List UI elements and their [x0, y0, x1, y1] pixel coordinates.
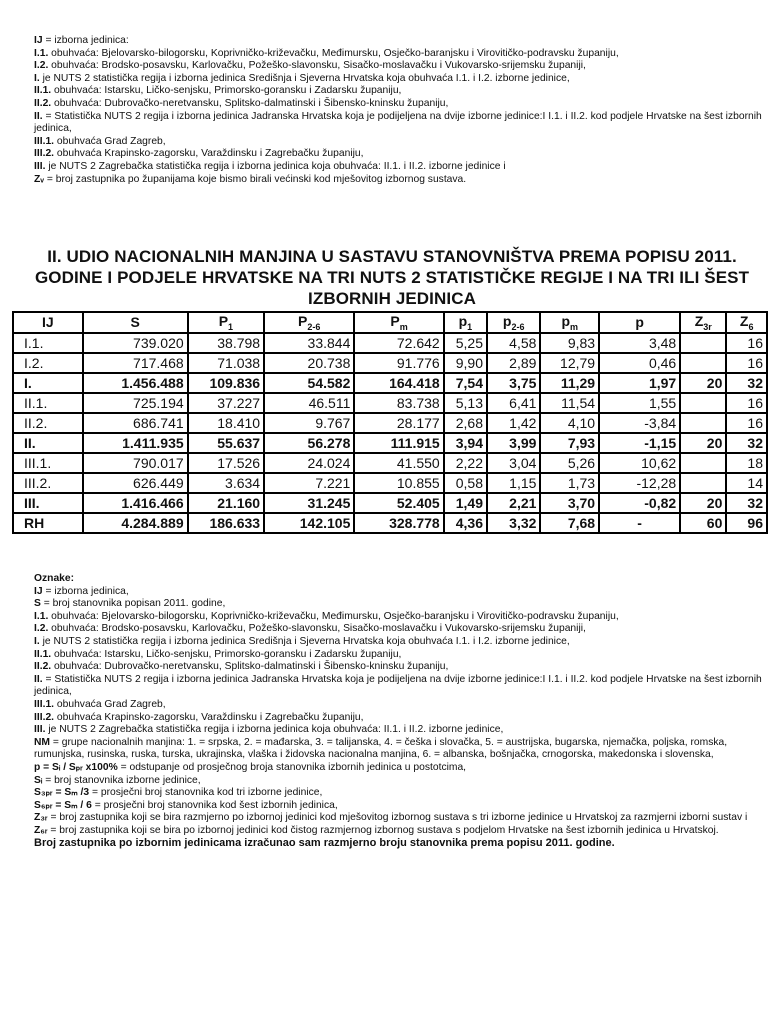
top-legend — [34, 35, 762, 186]
population-table — [12, 311, 768, 534]
table-row — [13, 433, 767, 453]
table-cell: 142.105 — [264, 513, 354, 533]
table-cell: 164.418 — [354, 373, 443, 393]
table-cell: 1,42 — [487, 413, 540, 433]
legend-line — [34, 598, 762, 611]
legend-line — [34, 712, 762, 725]
table-cell: 3,75 — [487, 373, 540, 393]
legend-text: je NUTS 2 Zagrebačka statistička regija i izborna jedinica koja obuhvaća: II.1. i II.2. izborne jedinice, — [45, 724, 504, 736]
table-cell: 56.278 — [264, 433, 354, 453]
table-cell: 96 — [726, 513, 767, 533]
legend-key: S₃ₚᵣ = Sₘ /3 — [34, 787, 90, 799]
table-cell: 46.511 — [264, 393, 354, 413]
table-cell: 4,58 — [487, 333, 540, 353]
header-p2-6-small: $p_{2-6}$ — [487, 312, 540, 333]
table-cell — [680, 353, 726, 373]
legend-text: = broj zastupnika koji se bira po izbornoj jedinici kod čistog razmjernog izbornog sustava s podjelom Hrvatske na šest izbornih jedinica u Hrvatskoj. — [47, 824, 719, 836]
table-cell: 2,21 — [487, 493, 540, 513]
legend-key: II. — [34, 110, 43, 122]
legend-key: I.1. — [34, 47, 49, 59]
table-cell: 717.468 — [83, 353, 188, 373]
table-row — [13, 513, 767, 533]
table-cell: III. — [13, 493, 83, 513]
table-cell: 0,58 — [444, 473, 487, 493]
legend-text: = broj zastupnika po županijama koje bismo birali većinski kod mješovitog izbornog sustava. — [44, 173, 467, 185]
legend-text: obuhvaća: Bjelovarsko-bilogorsku, Koprivničko-križevačku, Međimursku, Osječko-baranjsku i Virovitičko-podravsku županiju, — [48, 610, 619, 622]
table-cell: 1,15 — [487, 473, 540, 493]
table-cell: 32 — [726, 373, 767, 393]
legend-key: S₆ₚᵣ = Sₘ / 6 — [34, 799, 92, 811]
legend-text: obuhvaća Grad Zagreb, — [54, 135, 166, 147]
legend-key: Sᵢ — [34, 774, 43, 786]
table-cell: II.2. — [13, 413, 83, 433]
legend-line — [34, 737, 762, 762]
table-cell: -12,28 — [599, 473, 680, 493]
table-cell: 38.798 — [188, 333, 264, 353]
table-cell: 24.024 — [264, 453, 354, 473]
table-row — [13, 333, 767, 353]
table-cell: -3,84 — [599, 413, 680, 433]
legend-key: IJ — [34, 585, 43, 597]
legend-text: = broj stanovnika izborne jedinice, — [42, 774, 201, 786]
table-cell — [680, 393, 726, 413]
table-cell: 7.221 — [264, 473, 354, 493]
header-z3r: $Z_{3r}$ — [680, 312, 726, 333]
table-cell: 16 — [726, 393, 767, 413]
table-cell: 17.526 — [188, 453, 264, 473]
header-ij: IJ — [13, 312, 83, 333]
table-cell: 7,68 — [540, 513, 599, 533]
legend-text: obuhvaća: Bjelovarsko-bilogorsku, Koprivničko-križevačku, Međimursku, Osječko-baranjsku i Virovitičko-podravsku županiju, — [48, 47, 619, 59]
legend-text: obuhvaća Grad Zagreb, — [54, 698, 166, 710]
table-row — [13, 353, 767, 373]
table-cell: 3.634 — [188, 473, 264, 493]
table-cell: 10,62 — [599, 453, 680, 473]
table-header-row — [13, 312, 767, 333]
table-cell: 9,90 — [444, 353, 487, 373]
table-cell: 60 — [680, 513, 726, 533]
table-cell: 33.844 — [264, 333, 354, 353]
legend-line — [34, 787, 762, 800]
legend-key: III. — [34, 724, 46, 736]
table-cell: 11,29 — [540, 373, 599, 393]
table-cell: 52.405 — [354, 493, 443, 513]
header-pm: $P_m$ — [354, 312, 443, 333]
legend-line — [34, 636, 762, 649]
table-row — [13, 493, 767, 513]
legend-line — [34, 674, 762, 699]
legend-key: III. — [34, 160, 46, 172]
table-title: II. UDIO NACIONALNIH MANJINA U SASTAVU STANOVNIŠTVA PREMA POPISU 2011. GODINE I PODJELE HRVATSKE NA TRI NUTS 2 STATISTIČKE REGIJE I NA TRI ILI ŠEST IZBORNIH JEDINICA — [34, 247, 750, 308]
legend-line — [34, 800, 762, 813]
legend-key: Z₃ᵣ — [34, 812, 48, 824]
header-p1: $P_1$ — [188, 312, 264, 333]
table-cell: III.1. — [13, 453, 83, 473]
legend-line — [34, 73, 762, 86]
table-cell: 7,54 — [444, 373, 487, 393]
legend-text: = izborna jedinica, — [42, 585, 129, 597]
table-cell: 16 — [726, 333, 767, 353]
legend-text: obuhvaća: Brodsko-posavsku, Karlovačku, Požeško-slavonsku, Sisačko-moslavačku i Vukovarsko-srijemsku županiji, — [48, 623, 586, 635]
legend-line — [34, 85, 762, 98]
legend-line — [34, 60, 762, 73]
table-cell: 626.449 — [83, 473, 188, 493]
table-cell: 4.284.889 — [83, 513, 188, 533]
table-cell: 5,25 — [444, 333, 487, 353]
legend-text: = Statistička NUTS 2 regija i izborna jedinica Jadranska Hrvatska koja je podijeljena na dvije izborne jedinice:I I.1. i II.2. kod podjele Hrvatske na šest izbornih jedinica, — [34, 110, 762, 135]
legend-key: Z₆ᵣ — [34, 824, 48, 836]
table-row — [13, 453, 767, 473]
table-row — [13, 393, 767, 413]
table-cell: 20 — [680, 433, 726, 453]
legend-line — [34, 98, 762, 111]
legend-text: = odstupanje od prosječnog broja stanovnika izbornih jedinica u postotcima, — [117, 761, 467, 773]
legend-key: II.1. — [34, 85, 52, 97]
table-cell: 32 — [726, 433, 767, 453]
legend-key: II.2. — [34, 97, 52, 109]
legend-text: = prosječni broj stanovnika kod šest izbornih jedinica, — [91, 799, 338, 811]
table-cell: 3,99 — [487, 433, 540, 453]
table-cell: 0,46 — [599, 353, 680, 373]
table-cell: 1,55 — [599, 393, 680, 413]
legend-line — [34, 174, 762, 187]
table-cell: 14 — [726, 473, 767, 493]
table-cell: 20 — [680, 373, 726, 393]
legend-key: II. — [34, 673, 43, 685]
legend-line — [34, 161, 762, 174]
legend-line — [34, 649, 762, 662]
table-cell: 3,32 — [487, 513, 540, 533]
table-cell: 328.778 — [354, 513, 443, 533]
table-cell: 21.160 — [188, 493, 264, 513]
table-cell: 1,49 — [444, 493, 487, 513]
legend-line — [34, 762, 762, 775]
legend-key: I.2. — [34, 623, 49, 635]
table-row — [13, 473, 767, 493]
legend-line — [34, 724, 762, 737]
legend-key: III.2. — [34, 148, 55, 160]
table-cell: 1.411.935 — [83, 433, 188, 453]
header-p: p — [599, 312, 680, 333]
table-cell: 1.416.466 — [83, 493, 188, 513]
legend-line — [34, 111, 762, 136]
table-cell: 37.227 — [188, 393, 264, 413]
table-cell: 5,26 — [540, 453, 599, 473]
table-cell: I. — [13, 373, 83, 393]
table-cell — [680, 413, 726, 433]
table-cell: 109.836 — [188, 373, 264, 393]
table-cell: 739.020 — [83, 333, 188, 353]
legend-line — [34, 611, 762, 624]
table-cell: -0,82 — [599, 493, 680, 513]
legend-key: III.1. — [34, 698, 55, 710]
legend-text: je NUTS 2 Zagrebačka statistička regija i izborna jedinica koja obuhvaća: II.1. i II.2. izborne jedinice i — [45, 160, 506, 172]
table-cell: 11,54 — [540, 393, 599, 413]
legend-key: I. — [34, 635, 40, 647]
table-cell: RH — [13, 513, 83, 533]
legend-line — [34, 775, 762, 788]
legend-text: obuhvaća Krapinsko-zagorsku, Varaždinsku i Zagrebačku županiju, — [54, 148, 364, 160]
legend-key: NM — [34, 736, 51, 748]
table-cell: 12,79 — [540, 353, 599, 373]
legend-text: = prosječni broj stanovnika kod tri izborne jedinice, — [89, 787, 323, 799]
legend-line — [34, 48, 762, 61]
table-cell: 2,68 — [444, 413, 487, 433]
table-cell: 55.637 — [188, 433, 264, 453]
table-cell: 1.456.488 — [83, 373, 188, 393]
table-cell — [680, 453, 726, 473]
table-cell: 790.017 — [83, 453, 188, 473]
table-cell: 186.633 — [188, 513, 264, 533]
table-cell: 83.738 — [354, 393, 443, 413]
header-pm-small: $p_m$ — [540, 312, 599, 333]
table-cell: 9,83 — [540, 333, 599, 353]
table-cell: 16 — [726, 413, 767, 433]
legend-key: I. — [34, 72, 40, 84]
table-cell: 3,70 — [540, 493, 599, 513]
table-cell: 9.767 — [264, 413, 354, 433]
table-cell: 41.550 — [354, 453, 443, 473]
legend-key: I.1. — [34, 610, 49, 622]
legend-text: je NUTS 2 statistička regija i izborna jedinica Središnja i Sjeverna Hrvatska koja obuhvaća I.1. i I.2. izborne jedinice, — [39, 635, 570, 647]
legend-text: = Statistička NUTS 2 regija i izborna jedinica Jadranska Hrvatska koja je podijeljena na dvije izborne jedinice:I I.1. i II.2. kod podjele Hrvatske na šest izbornih jedinica, — [34, 673, 762, 698]
legend-line — [34, 136, 762, 149]
table-cell: 10.855 — [354, 473, 443, 493]
header-p1-small: $p_1$ — [444, 312, 487, 333]
table-cell: 686.741 — [83, 413, 188, 433]
table-cell: 18 — [726, 453, 767, 473]
legend-text: obuhvaća: Istarsku, Ličko-senjsku, Primorsko-goransku i Zadarsku županiju, — [51, 85, 402, 97]
table-cell: II.1. — [13, 393, 83, 413]
table-cell: 72.642 — [354, 333, 443, 353]
table-cell: I.2. — [13, 353, 83, 373]
legend-text: = broj zastupnika koji se bira razmjerno po izbornoj jedinici kod mješovitog izbornog sustava s tri izborne jedinice u Hrvatskoj za razmjerni izborni sustav i — [47, 812, 748, 824]
table-row — [13, 373, 767, 393]
table-cell: I.1. — [13, 333, 83, 353]
legend-key: II.1. — [34, 648, 52, 660]
legend-key: Zᵥ — [34, 173, 45, 185]
bottom-legend — [34, 573, 762, 850]
legend-line — [34, 623, 762, 636]
table-cell: II. — [13, 433, 83, 453]
table-cell: 4,36 — [444, 513, 487, 533]
table-cell — [680, 473, 726, 493]
table-cell: 6,41 — [487, 393, 540, 413]
legend-text: obuhvaća: Dubrovačko-neretvansku, Splitsko-dalmatinski i Šibensko-kninsku županiju, — [51, 661, 449, 673]
legend-line — [34, 699, 762, 712]
table-cell: - — [599, 513, 680, 533]
table-cell: 1,73 — [540, 473, 599, 493]
legend-text: obuhvaća Krapinsko-zagorsku, Varaždinsku i Zagrebačku županiju, — [54, 711, 364, 723]
table-cell: 28.177 — [354, 413, 443, 433]
table-cell: 3,94 — [444, 433, 487, 453]
legend-line — [34, 586, 762, 599]
table-cell: -1,15 — [599, 433, 680, 453]
legend-line — [34, 148, 762, 161]
legend-key: III.2. — [34, 711, 55, 723]
table-cell: 91.776 — [354, 353, 443, 373]
header-s: S — [83, 312, 188, 333]
legend-key: p = Sᵢ / Sₚᵣ x100% — [34, 761, 118, 773]
legend-line — [34, 573, 762, 586]
table-cell — [680, 333, 726, 353]
legend-text: obuhvaća: Istarsku, Ličko-senjsku, Primorsko-goransku i Zadarsku županiju, — [51, 648, 402, 660]
legend-line — [34, 661, 762, 674]
table-cell: 5,13 — [444, 393, 487, 413]
header-p2-6: $P_{2-6}$ — [264, 312, 354, 333]
table-cell: 7,93 — [540, 433, 599, 453]
table-cell: 18.410 — [188, 413, 264, 433]
table-cell: 2,89 — [487, 353, 540, 373]
legend-line — [34, 35, 762, 48]
table-cell: 31.245 — [264, 493, 354, 513]
legend-text: je NUTS 2 statistička regija i izborna jedinica Središnja i Sjeverna Hrvatska koja obuhvaća I.1. i I.2. izborne jedinice, — [39, 72, 570, 84]
table-row — [13, 413, 767, 433]
legend-key: IJ — [34, 35, 43, 46]
table-cell: 32 — [726, 493, 767, 513]
legend-line — [34, 812, 762, 825]
table-cell: 2,22 — [444, 453, 487, 473]
legend-text: = izborna jedinica: — [42, 35, 129, 46]
table-cell: 1,97 — [599, 373, 680, 393]
legend-key: S — [34, 598, 41, 610]
table-cell: 16 — [726, 353, 767, 373]
table-cell: 20.738 — [264, 353, 354, 373]
table-cell: 20 — [680, 493, 726, 513]
table-cell: 725.194 — [83, 393, 188, 413]
legend-text: = broj stanovnika popisan 2011. godine, — [40, 598, 226, 610]
legend-text: = grupe nacionalnih manjina: 1. = srpska, 2. = mađarska, 3. = talijanska, 4. = češka i slovačka, 5. = austrijska, bugarska, njemačka, poljska, romska, rumunjska, rusinska, ruska, turska, ukrajinska, vlaška i židovska nacionalna manjina, 6. = albanska, bošnjačka, crnogorska, makedonska i slovenska, — [34, 736, 728, 761]
legend-text: obuhvaća: Dubrovačko-neretvansku, Splitsko-dalmatinski i Šibensko-kninsku županiju, — [51, 97, 449, 109]
table-cell: 111.915 — [354, 433, 443, 453]
table-cell: 3,04 — [487, 453, 540, 473]
legend-key: I.2. — [34, 60, 49, 72]
legend-line — [34, 825, 762, 838]
footer-note: Broj zastupnika po izbornim jedinicama izračunao sam razmjerno broju stanovnika prema popisu 2011. godine. — [34, 837, 615, 850]
legend-key: Oznake: — [34, 573, 75, 584]
header-z6: $Z_6$ — [726, 312, 767, 333]
table-cell: 71.038 — [188, 353, 264, 373]
table-cell: 3,48 — [599, 333, 680, 353]
legend-key: II.2. — [34, 661, 52, 673]
legend-text: obuhvaća: Brodsko-posavsku, Karlovačku, Požeško-slavonsku, Sisačko-moslavačku i Vukovarsko-srijemsku županiji, — [48, 60, 586, 72]
table-cell: III.2. — [13, 473, 83, 493]
table-cell: 54.582 — [264, 373, 354, 393]
table-cell: 4,10 — [540, 413, 599, 433]
legend-key: III.1. — [34, 135, 55, 147]
